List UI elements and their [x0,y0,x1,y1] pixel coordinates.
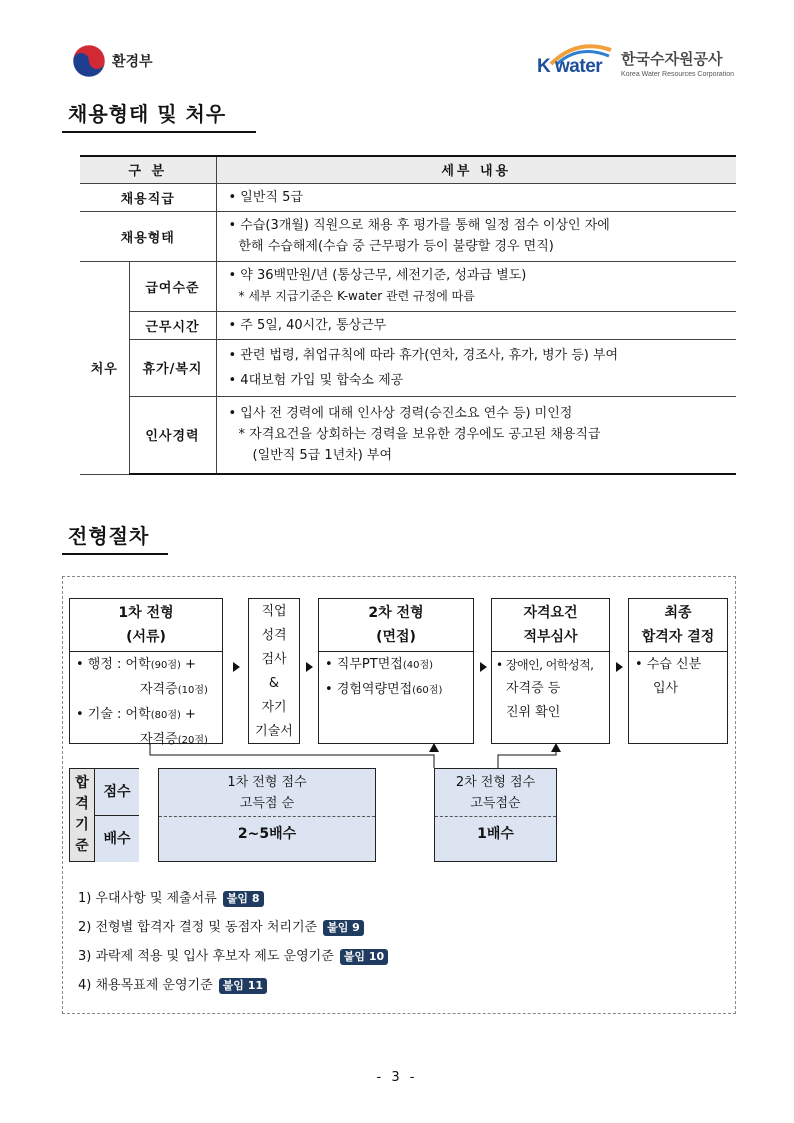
kwater-wordmark: K water [537,56,603,77]
stage3-subtitle: 적부심사 [523,629,578,645]
pass-criteria-head-3: 기 [75,817,89,833]
attachment-badge[interactable]: 붙임 8 [223,891,264,907]
kwater-english-name: Korea Water Resources Corporation [621,71,734,78]
arrow-right-icon [306,662,313,672]
aptitude-line4: & [268,676,280,691]
stage4-box [628,598,728,744]
stage2-line1: • 직무PT면접 [325,657,403,672]
aptitude-line5: 자기 [261,700,287,715]
stage2-criteria-value: 1배수 [477,826,514,842]
stage1-subtitle: (서류) [126,629,166,645]
aptitude-line2: 성격 [261,628,287,643]
stage1-line3-plus: + [180,707,196,722]
attachment-badge[interactable]: 붙임 9 [323,920,364,936]
stage3-title: 자격요건 [523,605,578,621]
stage2-box [318,598,474,744]
stage3-box [491,598,610,744]
pass-criteria-head-4: 준 [75,838,89,854]
stage2-criteria-line1: 2차 전형 점수 [455,775,536,790]
ministry-logo [72,44,153,78]
arrow-right-icon [233,662,240,672]
stage1-line1-score: (90점) [150,660,181,671]
row-label-salary: 급여수준 [129,261,216,311]
aptitude-line1: 직업 [261,604,287,619]
aptitude-line3: 검사 [261,652,287,667]
col-header-details: 세부 내용 [216,156,736,183]
job-level-text: • 일반직 5급 [228,189,303,205]
stage4-subtitle: 합격자 결정 [641,629,715,645]
stage1-line3-score: (80점) [150,710,181,721]
stage1-line3: • 기술 : 어학 [76,707,151,722]
attachment-badge[interactable]: 붙임 11 [219,978,267,994]
note-item [78,971,388,1000]
salary-line1: • 약 36백만원/년 (통상근무, 세전기준, 성과급 별도) [228,268,527,283]
stage1-line4: 자격증 [140,732,178,747]
stage4-line2: 입사 [653,681,679,696]
note-text: 1) 우대사항 및 제출서류 [78,891,217,906]
arrow-right-icon [616,662,623,672]
stage1-line4-score: (20점) [177,735,208,746]
stage1-criteria-value: 2~5배수 [237,826,297,842]
row-label-career: 인사경력 [129,396,216,474]
stage3-line1: • 장애인, 어학성적, [496,658,594,672]
section-title-employment: 채용형태 및 처우 [62,98,256,133]
aptitude-box [248,598,300,744]
row-label-leave: 휴가/복지 [129,339,216,396]
ministry-name: 환경부 [112,54,153,70]
leave-line1: • 관련 법령, 취업규칙에 따라 휴가(연차, 경조사, 휴가, 병가 등) 부여 [228,347,619,363]
stage2-line1-score: (40점) [402,660,434,671]
note-item [78,913,388,942]
pass-criteria-head-1: 합 [75,775,89,791]
stage1-box [69,598,223,747]
reference-notes [78,884,388,1000]
pass-criteria-stage1 [158,768,376,862]
career-line1: • 입사 전 경력에 대해 인사상 경력(승진소요 연수 등) 미인정 [228,406,573,422]
kwater-logo [537,40,734,78]
pass-criteria-head-2: 격 [75,796,89,812]
note-text: 2) 전형별 합격자 결정 및 동점자 처리기준 [78,920,318,935]
col-header-category: 구 분 [80,156,216,183]
taegeuk-emblem-icon [72,44,106,78]
career-line3: (일반직 5급 1년차) 부여 [252,448,393,464]
row-label-emp-type: 채용형태 [80,211,216,261]
emp-type-line1: • 수습(3개월) 직원으로 채용 후 평가를 통해 일정 점수 이상인 자에 [228,218,610,233]
emp-type-line2: 한해 수습해제(수습 중 근무평가 등이 불량할 경우 면직) [238,239,554,254]
stage2-line2: • 경험역량면접 [325,682,413,697]
pass-criteria-box [69,768,139,862]
attachment-badge[interactable]: 붙임 10 [340,949,388,965]
pass-criteria-stage2 [434,768,557,862]
stage2-title: 2차 전형 [368,605,424,621]
arrow-right-icon [480,662,487,672]
pass-criteria-score-label: 점수 [95,769,139,816]
employment-table [80,155,736,475]
page-number: - 3 - [376,1070,418,1085]
kwater-korean-name: 한국수자원공사 [621,50,723,68]
stage1-line2-score: (10점) [177,685,208,696]
pass-criteria-mult-label: 배수 [95,816,139,862]
salary-line2: * 세부 지급기준은 K-water 관련 규정에 따름 [238,289,475,303]
leave-line2: • 4대보험 가입 및 합숙소 제공 [228,372,404,388]
note-text: 4) 채용목표제 운영기준 [78,978,213,993]
career-line2: * 자격요건을 상회하는 경력을 보유한 경우에도 공고된 채용직급 [238,427,601,443]
stage4-title: 최종 [664,605,692,621]
stage1-line1: • 행정 : 어학 [76,657,151,672]
section-title-process: 전형절차 [62,520,168,555]
note-item [78,884,388,913]
stage4-line1: • 수습 신분 [635,657,702,672]
aptitude-line6: 기술서 [255,724,293,739]
note-text: 3) 과락제 적용 및 입사 후보자 제도 운영기준 [78,949,334,964]
row-label-job-level: 채용직급 [80,183,216,211]
note-item [78,942,388,971]
stage1-criteria-line2: 고득점 순 [239,796,295,811]
hours-text: • 주 5일, 40시간, 통상근무 [228,317,387,333]
stage1-title: 1차 전형 [118,605,174,621]
stage1-criteria-line1: 1차 전형 점수 [227,775,307,790]
stage3-line3: 진위 확인 [506,705,561,720]
stage2-line2-score: (60점) [412,685,443,696]
row-label-hours: 근무시간 [129,311,216,339]
stage1-line1-plus: + [180,657,196,672]
pass-criteria-head [70,769,95,861]
stage2-subtitle: (면접) [376,629,416,645]
row-label-treatment: 처우 [80,261,129,474]
stage1-line2: 자격증 [140,682,178,697]
stage3-line2: 자격증 등 [506,681,561,696]
stage2-criteria-line2: 고득점순 [470,796,521,811]
